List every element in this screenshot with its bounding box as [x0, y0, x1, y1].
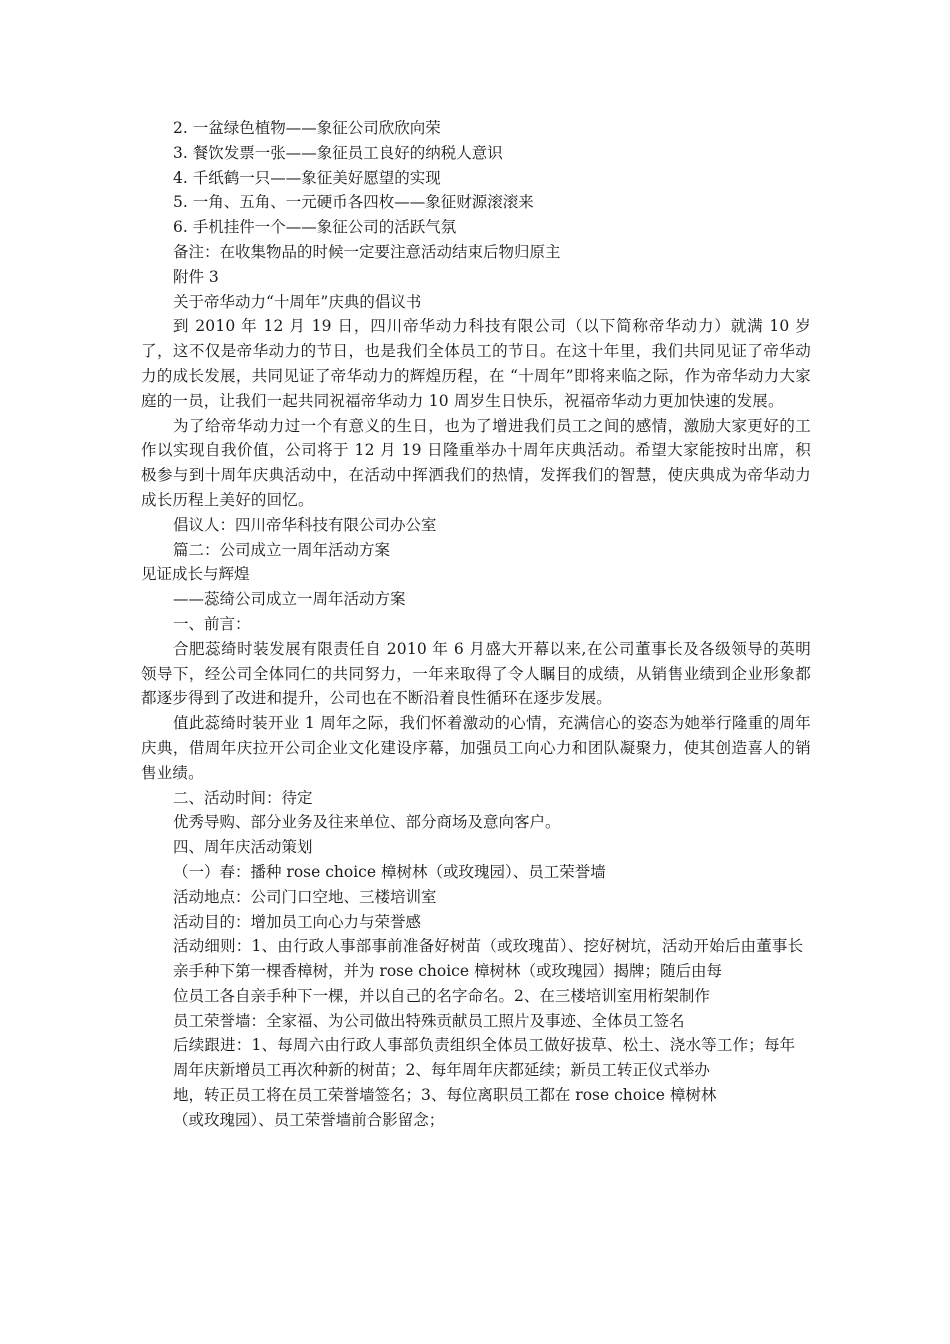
- section-heading: 四、周年庆活动策划: [173, 838, 313, 857]
- list-item: 6. 手机挂件一个——象征公司的活跃气氛: [173, 218, 457, 237]
- followup-text: （或玫瑰园）、员工荣誉墙前合影留念；: [173, 1110, 445, 1129]
- attachment-label: 附件 3: [173, 267, 219, 286]
- section-title: 篇二：公司成立一周年活动方案: [173, 540, 391, 559]
- main-title: 见证成长与辉煌: [141, 565, 250, 584]
- section-heading: 二、活动时间：待定: [173, 788, 313, 807]
- sub-title: ——蕊绮公司成立一周年活动方案: [173, 590, 406, 609]
- list-item: 2. 一盆绿色植物——象征公司欣欣向荣: [173, 119, 441, 137]
- proposal-title: 关于帝华动力“十周年”庆典的倡议书: [173, 292, 422, 311]
- proposal-paragraph: 为了给帝华动力过一个有意义的生日，也为了增进我们员工之间的感情，激励大家更好的工作以实现自我价值，公司将于 12 月 19 日隆重举办十周年庆典活动。希望大家能按时出席，积极参与到十周年庆典活动中，在活动中挥洒我们的热情，发挥我们的智慧，使庆典成为帝华动力成长历程上美好的回忆。: [141, 416, 811, 509]
- details-text: 员工荣誉墙：全家福、为公司做出特殊贡献员工照片及事迹、全体员工签名: [173, 1011, 685, 1030]
- document-body: [141, 116, 811, 1133]
- list-item: 4. 千纸鹤一只——象征美好愿望的实现: [173, 168, 441, 187]
- preface-paragraph: 值此蕊绮时装开业 1 周年之际，我们怀着激动的心情，充满信心的姿态为她举行隆重的周年庆典，借周年庆拉开公司企业文化建设序幕，加强员工向心力和团队凝聚力，使其创造喜人的销售业绩。: [141, 714, 811, 782]
- proposer-signature: 倡议人：四川帝华科技有限公司办公室: [173, 515, 437, 534]
- note-text: 备注：在收集物品的时候一定要注意活动结束后物归原主: [173, 242, 561, 261]
- list-item: 3. 餐饮发票一张——象征员工良好的纳税人意识: [173, 143, 503, 162]
- guests-text: 优秀导购、部分业务及往来单位、部分商场及意向客户。: [173, 813, 561, 832]
- purpose-text: 活动目的：增加员工向心力与荣誉感: [173, 912, 422, 931]
- followup-text: 后续跟进：1、每周六由行政人事部负责组织全体员工做好拔草、松土、浇水等工作；每年: [173, 1036, 796, 1055]
- followup-text: 地，转正员工将在员工荣誉墙签名；3、每位离职员工都在 rose choice 樟树林: [173, 1086, 717, 1105]
- details-text: 活动细则：1、由行政人事部事前准备好树苗（或玫瑰苗）、挖好树坑，活动开始后由董事长: [173, 937, 804, 956]
- location-text: 活动地点：公司门口空地、三楼培训室: [173, 887, 437, 906]
- details-text: 亲手种下第一棵香樟树，并为 rose choice 樟树林（或玫瑰园）揭牌；随后由每: [173, 962, 722, 981]
- proposal-paragraph: 到 2010 年 12 月 19 日，四川帝华动力科技有限公司（以下简称帝华动力）就满 10 岁了，这不仅是帝华动力的节日，也是我们全体员工的节日。在这十年里，我们共同见证了帝华动力的成长发展，共同见证了帝华动力的辉煌历程，在 “十周年”即将来临之际，作为帝华动力大家庭的一员，让我们一起共同祝福帝华动力 10 周岁生日快乐，祝福帝华动力更加快速的发展。: [141, 317, 812, 410]
- preface-paragraph: 合肥蕊绮时装发展有限责任自 2010 年 6 月盛大开幕以来,在公司董事长及各级领导的英明领导下，经公司全体同仁的共同努力，一年来取得了令人瞩目的成绩，从销售业绩到企业形象都都逐步得到了改进和提升，公司也在不断沿着良性循环在逐步发展。: [141, 639, 811, 708]
- subsection-heading: （一）春：播种 rose choice 樟树林（或玫瑰园）、员工荣誉墙: [173, 862, 606, 881]
- list-item: 5. 一角、五角、一元硬币各四枚——象征财源滚滚来: [173, 193, 534, 212]
- section-heading: 一、前言：: [173, 614, 251, 633]
- followup-text: 周年庆新增员工再次种新的树苗；2、每年周年庆都延续；新员工转正仪式举办: [173, 1061, 710, 1080]
- details-text: 位员工各自亲手种下一棵，并以自己的名字命名。2、在三楼培训室用桁架制作: [173, 986, 710, 1005]
